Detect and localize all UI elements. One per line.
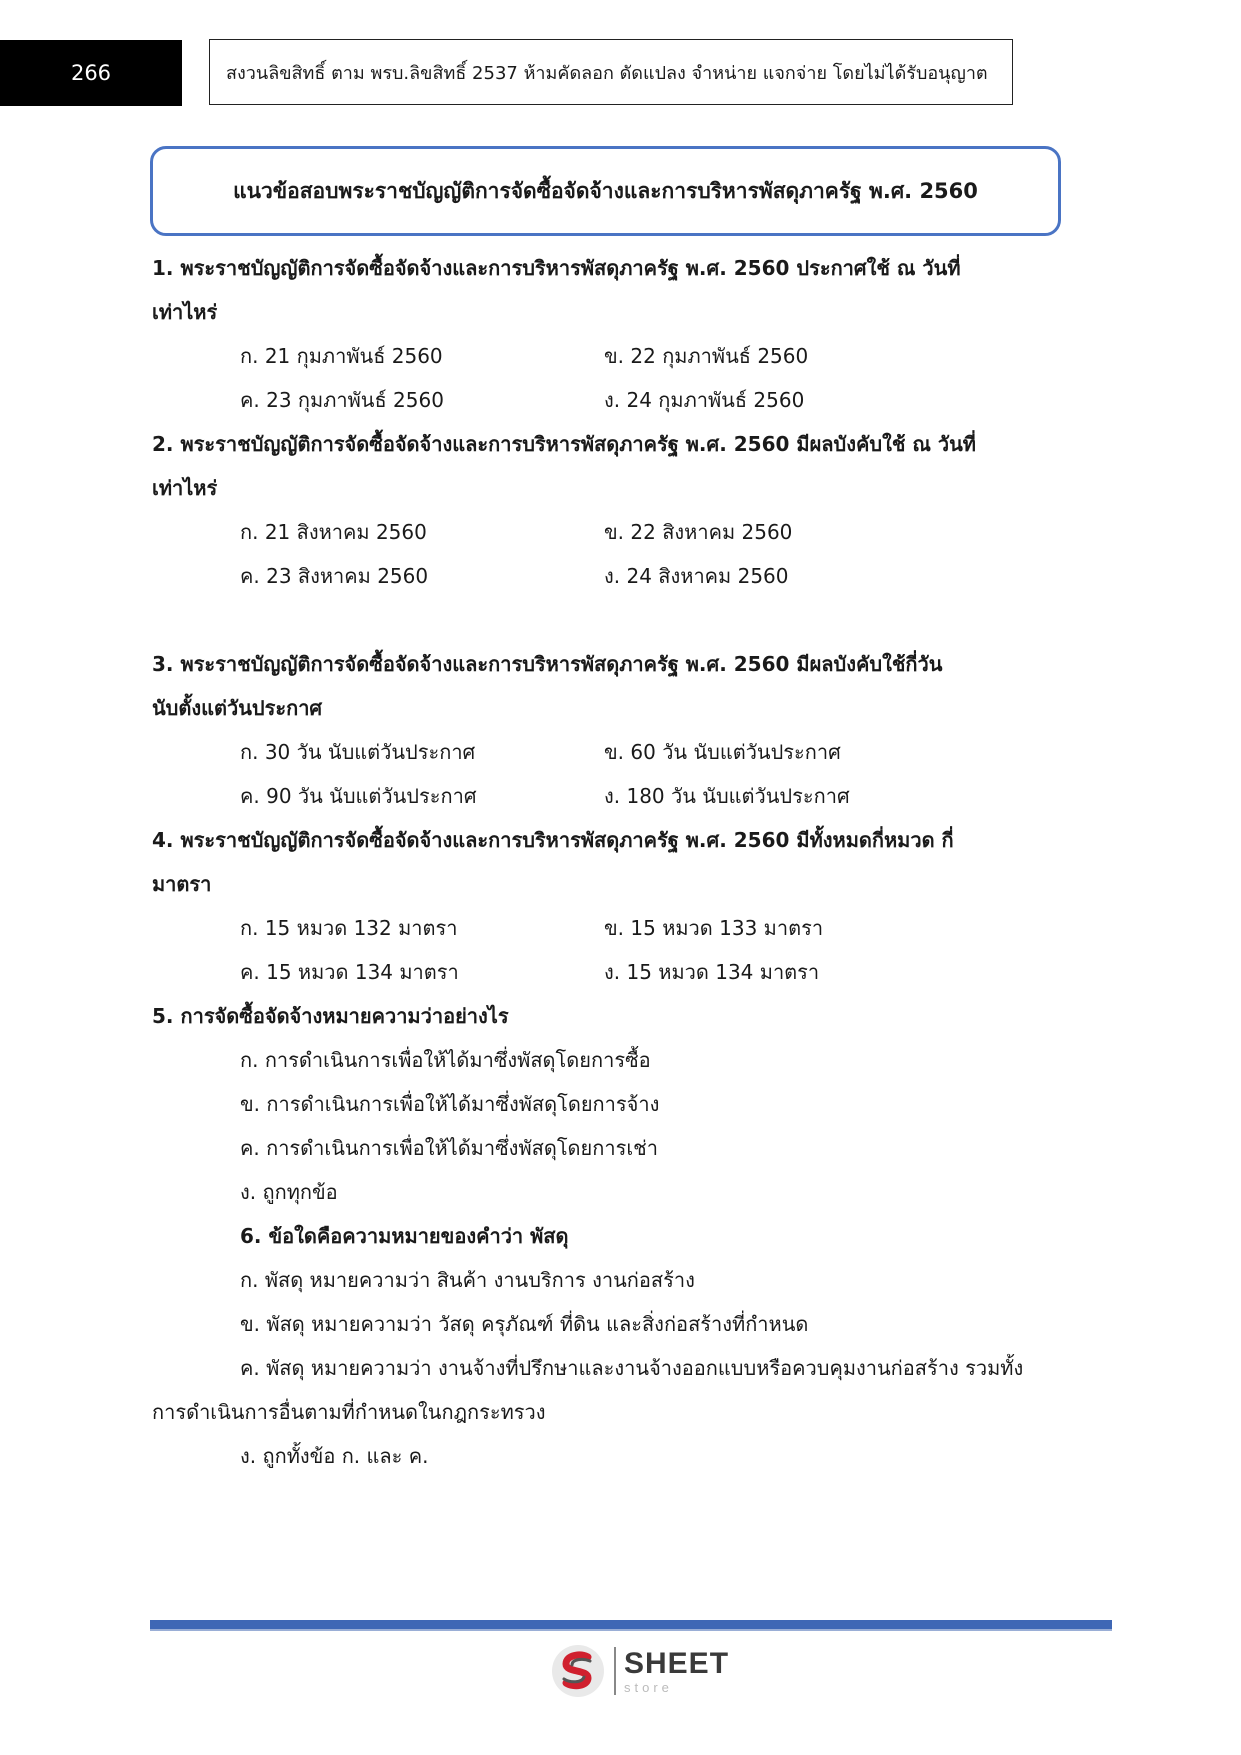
question-3-cont: นับตั้งแต่วันประกาศ bbox=[152, 696, 323, 720]
question-4-cont: มาตรา bbox=[152, 872, 212, 896]
question-3: 3. พระราชบัญญัติการจัดซื้อจัดจ้างและการบริหารพัสดุภาครัฐ พ.ศ. 2560 มีผลบังคับใช้กี่วัน bbox=[152, 652, 943, 676]
choice-a: ก. 15 หมวด 132 มาตรา bbox=[240, 916, 458, 940]
choice-c: ค. 23 กุมภาพันธ์ 2560 bbox=[240, 388, 444, 412]
question-2: 2. พระราชบัญญัติการจัดซื้อจัดจ้างและการบริหารพัสดุภาครัฐ พ.ศ. 2560 มีผลบังคับใช้ ณ วันที่ bbox=[152, 432, 976, 456]
choice-b: ข. 22 สิงหาคม 2560 bbox=[604, 520, 793, 544]
question-1-cont: เท่าไหร่ bbox=[152, 300, 218, 324]
choice-b: ข. 60 วัน นับแต่วันประกาศ bbox=[604, 740, 841, 764]
choice-a: ก. พัสดุ หมายความว่า สินค้า งานบริการ งานก่อสร้าง bbox=[240, 1268, 695, 1292]
choice-d: ง. 15 หมวด 134 มาตรา bbox=[604, 960, 820, 984]
choice-c: ค. 23 สิงหาคม 2560 bbox=[240, 564, 429, 588]
choice-a: ก. 30 วัน นับแต่วันประกาศ bbox=[240, 740, 476, 764]
choice-c-cont: การดำเนินการอื่นตามที่กำหนดในกฎกระทรวง bbox=[152, 1400, 546, 1424]
question-3-options-row-1 bbox=[152, 730, 1072, 774]
choice-d: ง. ถูกทั้งข้อ ก. และ ค. bbox=[240, 1444, 429, 1468]
choice-c: ค. พัสดุ หมายความว่า งานจ้างที่ปรึกษาและงานจ้างออกแบบหรือควบคุมงานก่อสร้าง รวมทั้ง bbox=[240, 1356, 1024, 1380]
choice-a: ก. 21 สิงหาคม 2560 bbox=[240, 520, 427, 544]
choice-d: ง. 24 กุมภาพันธ์ 2560 bbox=[604, 388, 805, 412]
question-2-cont: เท่าไหร่ bbox=[152, 476, 218, 500]
choice-d: ง. 180 วัน นับแต่วันประกาศ bbox=[604, 784, 850, 808]
question-4: 4. พระราชบัญญัติการจัดซื้อจัดจ้างและการบริหารพัสดุภาครัฐ พ.ศ. 2560 มีทั้งหมดกี่หมวด กี่ bbox=[152, 828, 954, 852]
page-number: 266 bbox=[0, 40, 182, 106]
question-2-options-row-1 bbox=[152, 510, 1072, 554]
question-5: 5. การจัดซื้อจัดจ้างหมายความว่าอย่างไร bbox=[152, 1004, 509, 1028]
choice-d: ง. 24 สิงหาคม 2560 bbox=[604, 564, 789, 588]
sheet-s-logo-icon bbox=[550, 1643, 606, 1699]
choice-d: ง. ถูกทุกข้อ bbox=[240, 1180, 338, 1204]
choice-c: ค. การดำเนินการเพื่อให้ได้มาซึ่งพัสดุโดยการเช่า bbox=[240, 1136, 658, 1160]
spacer bbox=[152, 598, 1072, 642]
question-1: 1. พระราชบัญญัติการจัดซื้อจัดจ้างและการบริหารพัสดุภาครัฐ พ.ศ. 2560 ประกาศใช้ ณ วันที่ bbox=[152, 256, 961, 280]
question-6: 6. ข้อใดคือความหมายของคำว่า พัสดุ bbox=[240, 1224, 569, 1248]
question-1-options-row-1 bbox=[152, 334, 1072, 378]
sheet-store-logo bbox=[550, 1640, 729, 1702]
question-2-options-row-2 bbox=[152, 554, 1072, 598]
copyright-notice: สงวนลิขสิทธิ์ ตาม พรบ.ลิขสิทธิ์ 2537 ห้ามคัดลอก ดัดแปลง จำหน่าย แจกจ่าย โดยไม่ได้รับอนุญาต bbox=[209, 39, 1013, 105]
question-list bbox=[152, 246, 1072, 1478]
choice-c: ค. 15 หมวด 134 มาตรา bbox=[240, 960, 459, 984]
choice-a: ก. 21 กุมภาพันธ์ 2560 bbox=[240, 344, 443, 368]
logo-word: SHEET bbox=[624, 1646, 730, 1680]
choice-c: ค. 90 วัน นับแต่วันประกาศ bbox=[240, 784, 477, 808]
question-3-options-row-2 bbox=[152, 774, 1072, 818]
choice-b: ข. พัสดุ หมายความว่า วัสดุ ครุภัณฑ์ ที่ดิน และสิ่งก่อสร้างที่กำหนด bbox=[240, 1312, 809, 1336]
choice-b: ข. การดำเนินการเพื่อให้ได้มาซึ่งพัสดุโดยการจ้าง bbox=[240, 1092, 660, 1116]
question-4-options-row-1 bbox=[152, 906, 1072, 950]
question-1-options-row-2 bbox=[152, 378, 1072, 422]
page-title: แนวข้อสอบพระราชบัญญัติการจัดซื้อจัดจ้างและการบริหารพัสดุภาครัฐ พ.ศ. 2560 bbox=[150, 146, 1061, 236]
logo-divider bbox=[614, 1647, 616, 1695]
choice-b: ข. 22 กุมภาพันธ์ 2560 bbox=[604, 344, 809, 368]
logo-sub: store bbox=[624, 1679, 673, 1695]
choice-b: ข. 15 หมวด 133 มาตรา bbox=[604, 916, 824, 940]
logo-text bbox=[624, 1646, 730, 1695]
footer-divider bbox=[150, 1620, 1112, 1631]
question-4-options-row-2 bbox=[152, 950, 1072, 994]
choice-a: ก. การดำเนินการเพื่อให้ได้มาซึ่งพัสดุโดยการซื้อ bbox=[240, 1048, 651, 1072]
